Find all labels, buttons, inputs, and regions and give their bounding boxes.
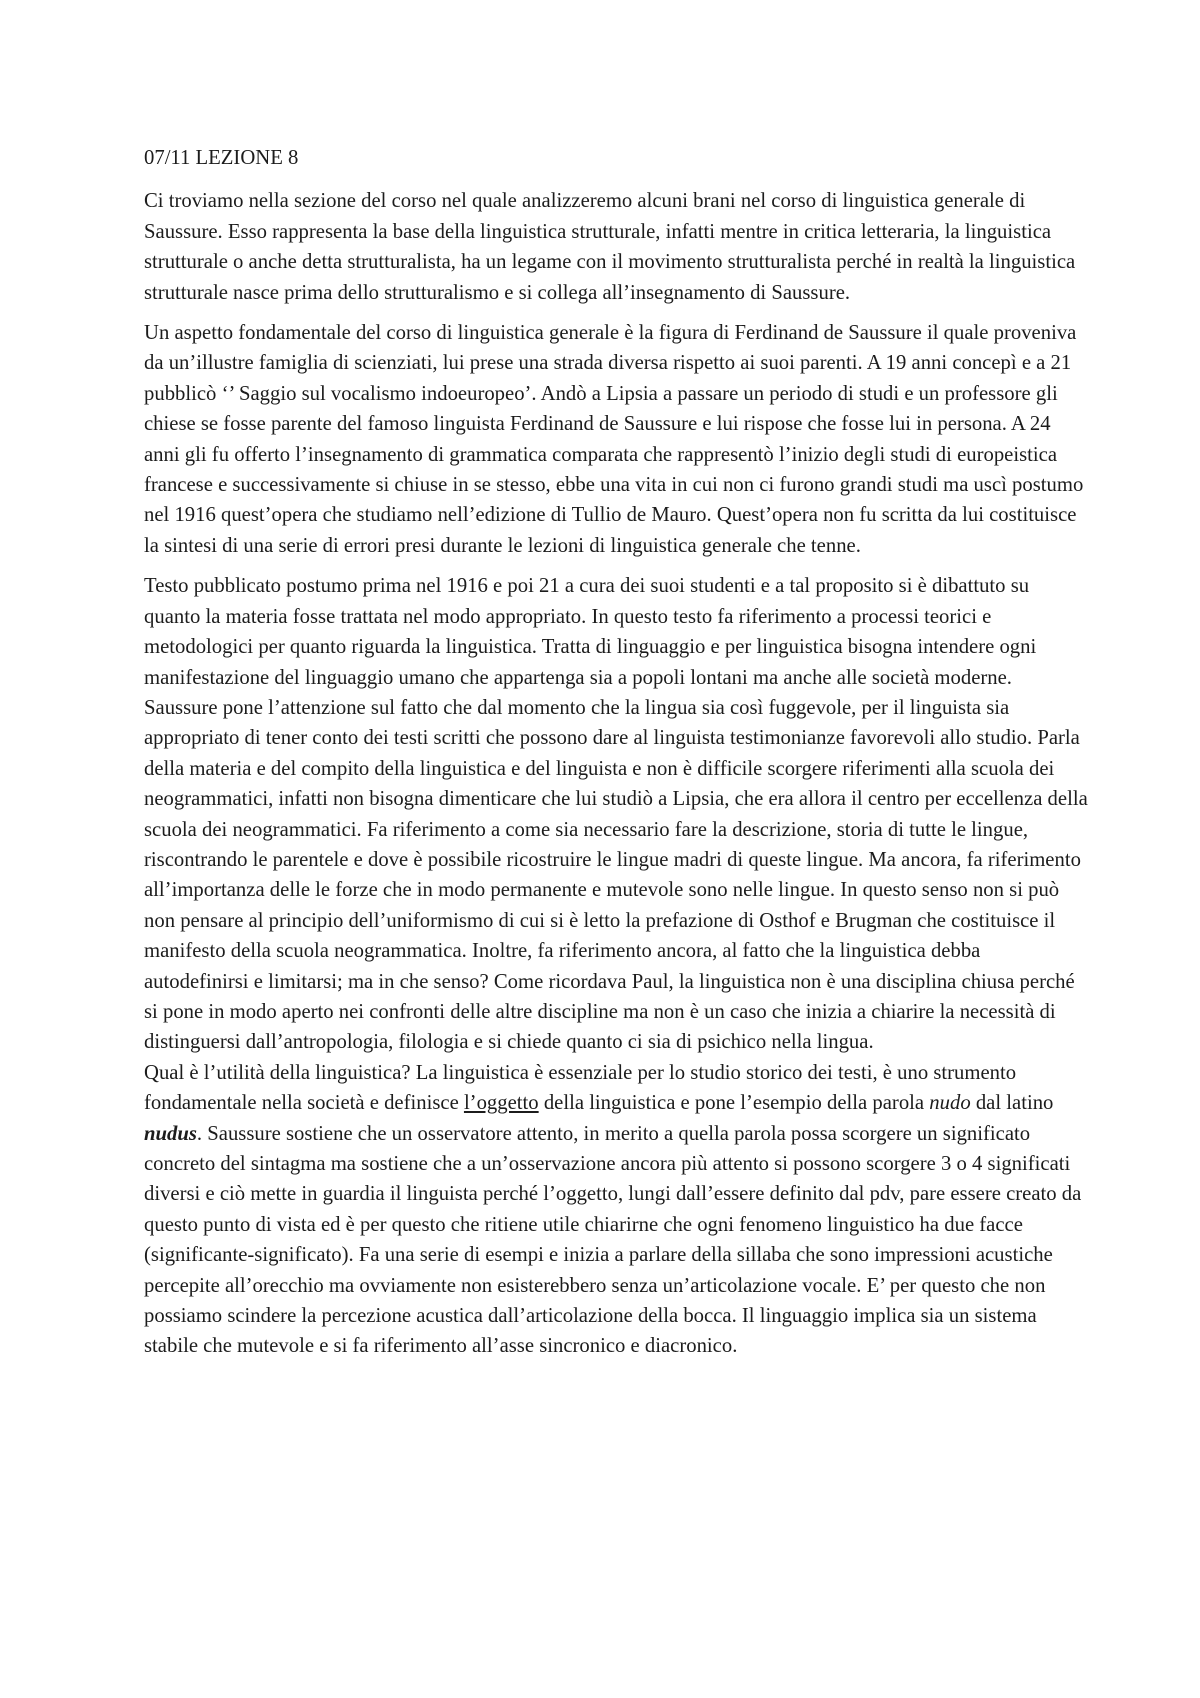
paragraph-text-segment: della linguistica e pone l’esempio della parola	[538, 1092, 930, 1115]
paragraph-text-segment: Qual è l’utilità della linguistica? La linguistica è essenziale per lo studio storico dei testi, è uno strumento fondamentale nella società e definisce	[144, 1061, 1017, 1115]
paragraph-intro: Ci troviamo nella sezione del corso nel quale analizzeremo alcuni brani nel corso di linguistica generale di Saussure. Esso rappresenta la base della linguistica strutturale, infatti mentre in critica letteraria, la linguistica strutturale o anche detta strutturalista, ha un legame con il movimento strutturalista perché in realtà la linguistica strutturale nasce prima dello strutturalismo e si collega all’insegnamento di Saussure.	[144, 190, 1076, 304]
paragraph-text-segment: . Saussure sostiene che un osservatore attento, in merito a quella parola possa scorgere un significato concreto del sintagma ma sostiene che a un’osservazione ancora più attento si possono scorgere 3 o 4 significati diversi e ciò mette in guardia il linguista perché l’oggetto, lungi dall’essere definito dal pdv, pare essere creato da questo punto di vista ed è per questo che ritiene utile chiarirne che ogni fenomeno linguistico ha due facce (significante-significato). Fa una serie di esempi e inizia a parlare della sillaba che sono impressioni acustiche percepite all’orecchio ma ovviamente non esisterebbero senza un’articolazione vocale. E’ per questo che non possiamo scindere la percezione acustica dall’articolazione della bocca. Il linguaggio implica sia un sistema stabile che mutevole e si fa riferimento all’asse sincronico e diacronico.	[144, 1122, 1082, 1358]
lesson-heading: 07/11 LEZIONE 8	[144, 147, 299, 169]
italic-term-nudo: nudo	[929, 1092, 971, 1115]
underlined-term: l’oggetto	[463, 1092, 539, 1115]
paragraph-linguistics-utility	[144, 1058, 1090, 1362]
paragraph-text-segment: dal latino	[970, 1092, 1054, 1115]
italic-term-nudus: nudus	[144, 1122, 197, 1145]
paragraph-text-publication: Testo pubblicato postumo prima nel 1916 e poi 21 a cura dei suoi studenti e a tal proposito si è dibattuto su quanto la materia fosse trattata nel modo appropriato. In questo testo fa riferimento a processi teorici e metodologici per quanto riguarda la linguistica. Tratta di linguaggio e per linguistica bisogna intendere ogni manifestazione del linguaggio umano che appartenga sia a popoli lontani ma anche alle società moderne. Saussure pone l’attenzione sul fatto che dal momento che la lingua sia così fuggevole, per il linguista sia appropriato di tener conto dei testi scritti che possono dare al linguista testimonianze favorevoli allo studio. Parla della materia e del compito della linguistica e del linguista e non è difficile scorgere riferimenti alla scuola dei neogrammatici, infatti non bisogna dimenticare che lui studiò a Lipsia, che era allora il centro per eccellenza della scuola dei neogrammatici. Fa riferimento a come sia necessario fare la descrizione, storia di tutte le lingue, riscontrando le parentele e dove è possibile ricostruire le lingue madri di queste lingue. Ma ancora, fa riferimento all’importanza delle le forze che in modo permanente e mutevole sono nelle lingue. In questo senso non si può non pensare al principio dell’uniformismo di cui si è letto la prefazione di Osthof e Brugman che costituisce il manifesto della scuola neogrammatica. Inoltre, fa riferimento ancora, al fatto che la linguistica debba autodefinirsi e limitarsi; ma in che senso? Come ricordava Paul, la linguistica non è una disciplina chiusa perché si pone in modo aperto nei confronti delle altre discipline ma non è un caso che inizia a chiarire la necessità di distinguersi dall’antropologia, filologia e si chiede quanto ci sia di psichico nella lingua.	[144, 575, 1088, 1054]
paragraph-saussure-biography: Un aspetto fondamentale del corso di linguistica generale è la figura di Ferdinand de Saussure il quale proveniva da un’illustre famiglia di scienziati, lui prese una strada diversa rispetto ai suoi parenti. A 19 anni concepì e a 21 pubblicò ‘’ Saggio sul vocalismo indoeuropeo’. Andò a Lipsia a passare un periodo di studi e un professore gli chiese se fosse parente del famoso linguista Ferdinand de Saussure e lui rispose che fosse lui in persona. A 24 anni gli fu offerto l’insegnamento di grammatica comparata che rappresentò l’inizio degli studi di europeistica francese e successivamente si chiuse in se stesso, ebbe una vita in cui non ci furono grandi studi ma uscì postumo nel 1916 quest’opera che studiamo nell’edizione di Tullio de Mauro. Quest’opera non fu scritta da lui costituisce la sintesi di una serie di errori presi durante le lezioni di linguistica generale che tenne.	[144, 322, 1084, 557]
